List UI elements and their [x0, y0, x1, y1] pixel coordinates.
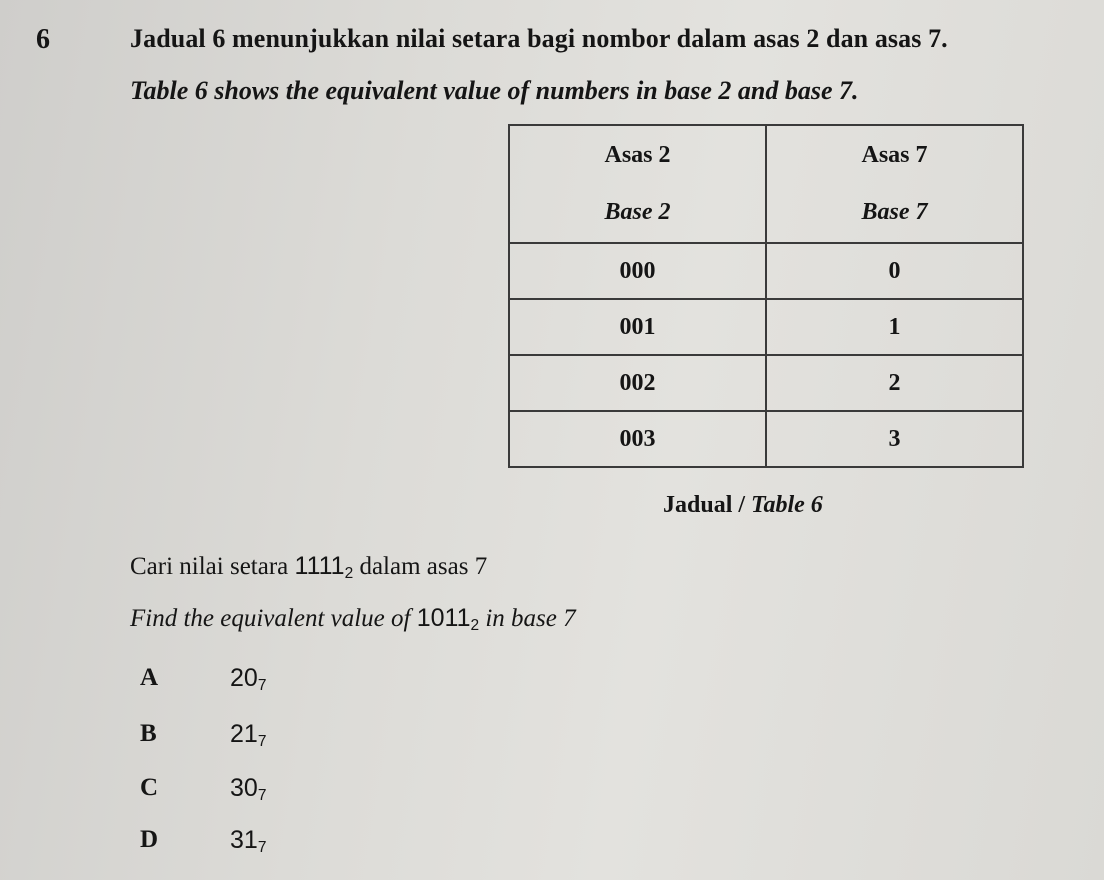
table-row: [509, 411, 1023, 467]
table-caption: [663, 492, 823, 519]
prompt-number: 1011: [416, 604, 471, 632]
option-b-letter: B: [140, 720, 157, 747]
option-base: 7: [257, 676, 267, 694]
conversion-table: [508, 124, 1024, 468]
table-row: [509, 243, 1023, 299]
question-prompt-malay: [130, 552, 487, 583]
table-cell: 2: [766, 355, 1023, 411]
header-label-english: Base 2: [604, 199, 671, 225]
option-c-letter: C: [140, 774, 159, 801]
table-header-row: [509, 125, 1023, 243]
table-cell: 1: [766, 299, 1023, 355]
prompt-number: 1111: [294, 552, 345, 580]
prompt-text-suffix: dalam asas 7: [353, 553, 488, 580]
prompt-text-suffix: in base 7: [479, 605, 576, 632]
header-label-malay: Asas 7: [861, 142, 928, 168]
table-cell: 0: [766, 243, 1023, 299]
option-d-letter: D: [140, 826, 159, 853]
prompt-text: Find the equivalent value of: [130, 605, 417, 632]
table-cell: 002: [509, 355, 766, 411]
prompt-number-base: 2: [470, 616, 480, 634]
prompt-text: Cari nilai setara: [130, 553, 295, 580]
caption-english: Table 6: [751, 492, 823, 518]
option-c-value[interactable]: [230, 774, 266, 805]
option-b-value[interactable]: [230, 720, 266, 751]
table-row: [509, 355, 1023, 411]
option-d-value[interactable]: [230, 826, 266, 857]
option-a-value[interactable]: [230, 664, 266, 695]
question-number: 6: [36, 24, 50, 55]
header-label-malay: Asas 2: [604, 142, 671, 168]
prompt-number-base: 2: [344, 564, 354, 582]
question-intro-malay: Jadual 6 menunjukkan nilai setara bagi nombor dalam asas 2 dan asas 7.: [130, 24, 948, 53]
header-label-english: Base 7: [861, 199, 928, 225]
option-base: 7: [257, 786, 267, 804]
option-a-letter: A: [140, 664, 159, 691]
question-prompt-english: [130, 604, 576, 635]
option-number: 21: [230, 720, 258, 748]
table-header-base7: [766, 125, 1023, 243]
table-cell: 003: [509, 411, 766, 467]
caption-malay: Jadual /: [663, 492, 752, 518]
option-base: 7: [257, 732, 267, 750]
table-cell: 3: [766, 411, 1023, 467]
table-row: [509, 299, 1023, 355]
table-cell: 001: [509, 299, 766, 355]
table-header-base2: [509, 125, 766, 243]
question-intro-english: Table 6 shows the equivalent value of numbers in base 2 and base 7.: [130, 76, 859, 105]
option-base: 7: [257, 838, 267, 856]
option-number: 31: [230, 826, 258, 854]
table-cell: 000: [509, 243, 766, 299]
option-number: 20: [230, 664, 258, 692]
option-number: 30: [230, 774, 258, 802]
